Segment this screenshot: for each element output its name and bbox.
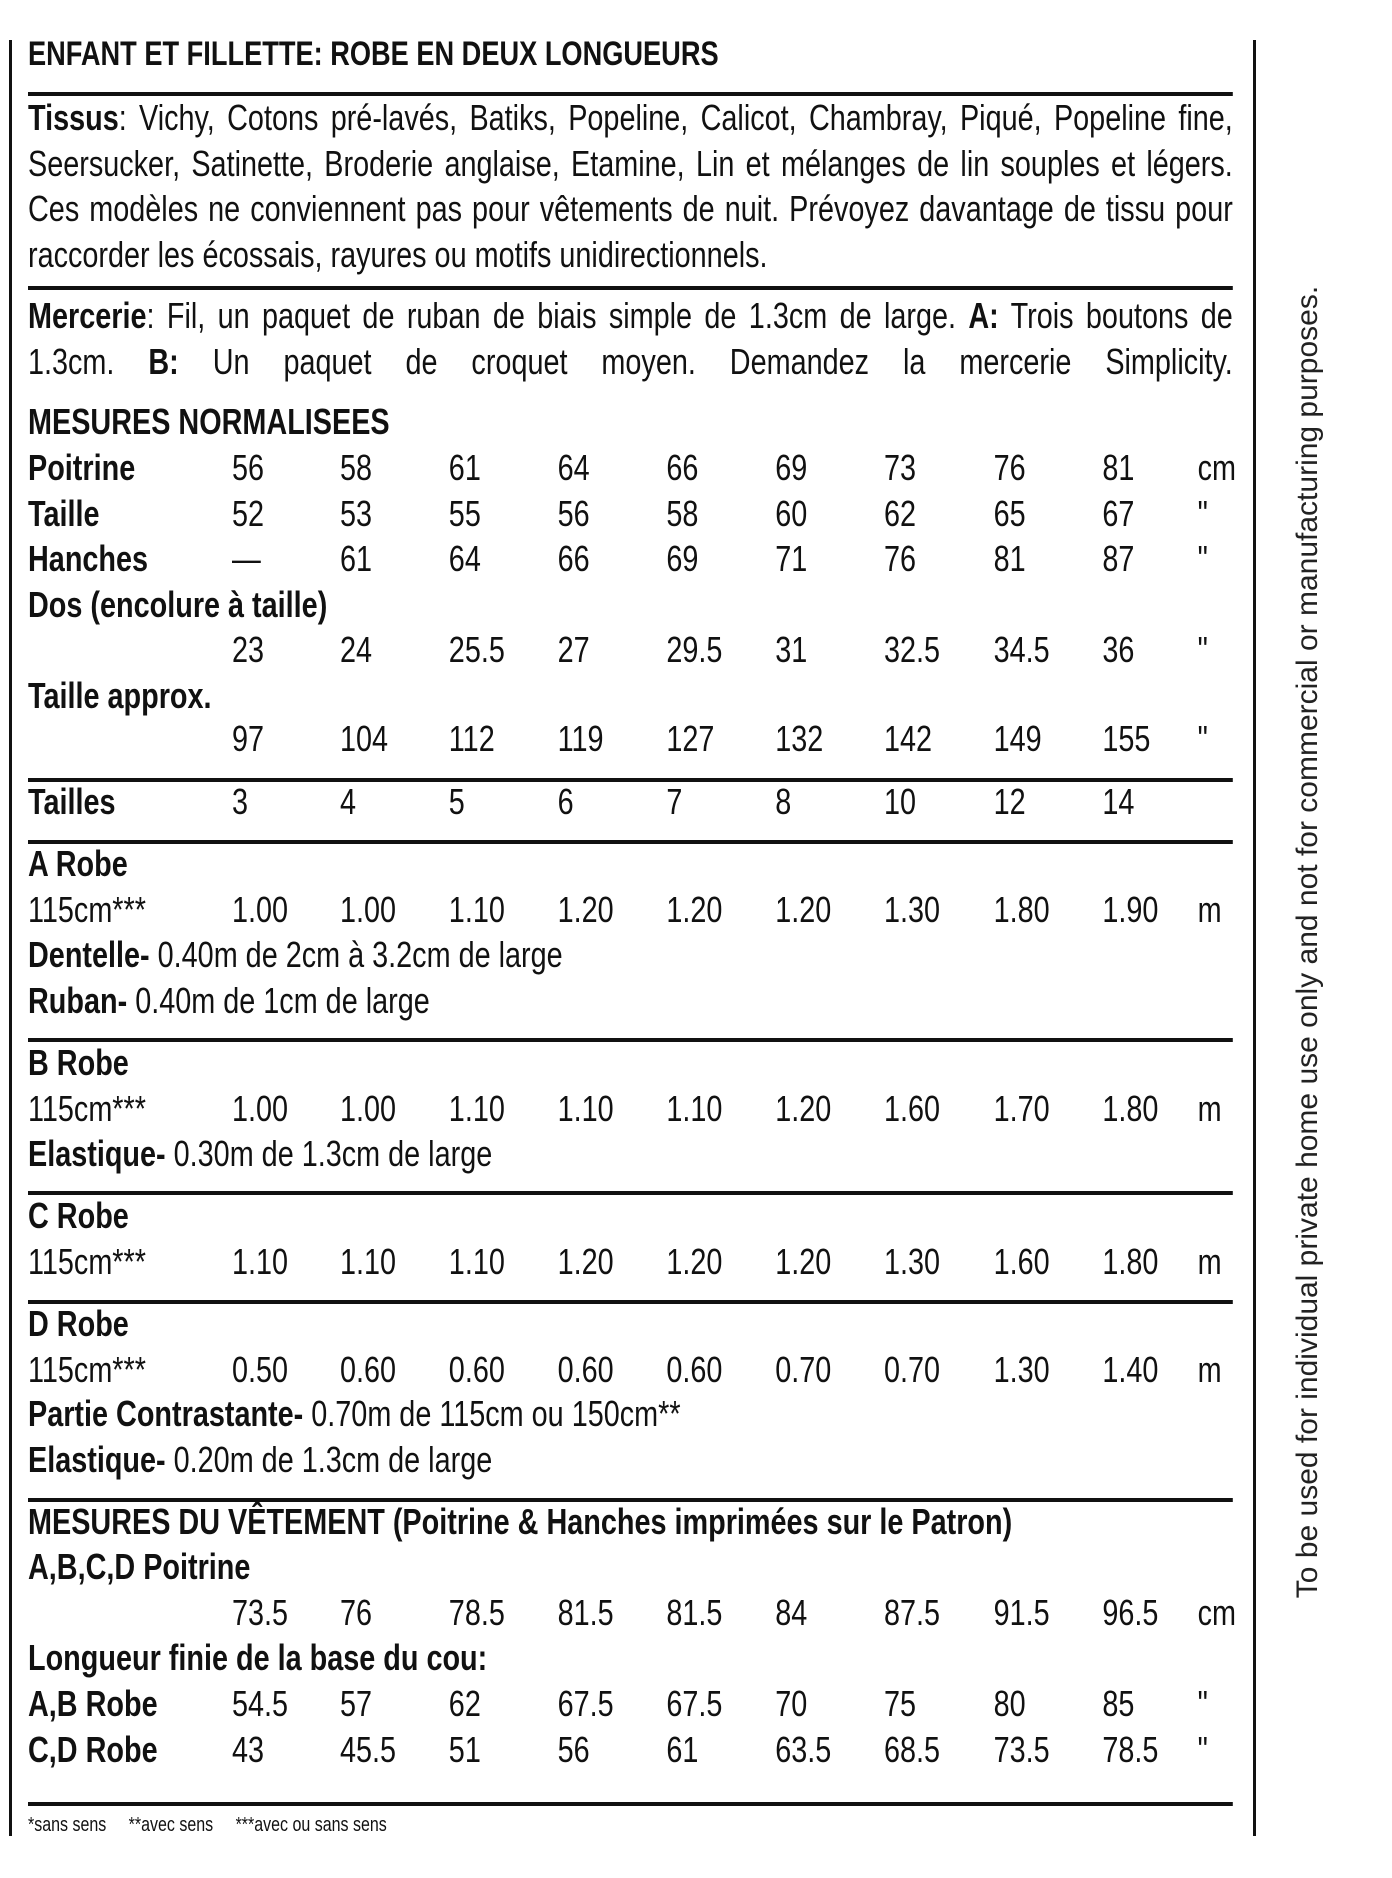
value-cell: 1.20 [557,1241,614,1282]
value-cell: 1.40 [1102,1349,1159,1390]
value-cell: 55 [448,493,481,534]
value-cell: 1.00 [340,889,397,930]
value-cell: 112 [448,718,495,759]
value-cell: 1.30 [884,1241,941,1282]
unit: cm [1197,1592,1236,1633]
value-cell: 91.5 [993,1592,1050,1633]
value-cell: 1.10 [448,1241,505,1282]
value-cell: 68.5 [884,1729,941,1770]
value-cell: 119 [557,718,604,759]
value-cell: 1.20 [666,889,723,930]
row-label: A,B,C,D Poitrine [28,1546,251,1587]
notion-text: 0.40m de 2cm à 3.2cm de large [149,934,563,975]
value-cell: 63.5 [775,1729,832,1770]
value-cell: 45.5 [340,1729,397,1770]
notion-label: Dentelle- [28,934,150,975]
unit: m [1197,889,1222,930]
value-cell: 76 [884,538,917,579]
value-cell: 96.5 [1102,1592,1159,1633]
value-cell: 0.60 [557,1349,614,1390]
value-cell: 81 [993,538,1026,579]
pattern-envelope-back [28,0,1236,1878]
value-cell: 1.10 [448,1088,505,1129]
yardage-row [28,1347,1233,1393]
view-title: C Robe [28,1195,129,1236]
value-cell: 81.5 [557,1592,614,1633]
value-cell: 1.00 [340,1088,397,1129]
notion-text: 0.30m de 1.3cm de large [165,1133,493,1174]
value-cell: 155 [1102,718,1151,759]
value-cell: — [232,538,261,579]
value-cell: 54.5 [232,1683,289,1724]
footnote: **avec sens [128,1814,214,1836]
notion-label: Partie Contrastante- [28,1393,304,1434]
notion-label: Ruban- [28,980,128,1021]
notion-line [28,978,1233,1024]
fabrics-label: Tissus [28,97,119,138]
section-heading: MESURES DU VÊTEMENT (Poitrine & Hanches imprimées sur le Patron) [28,1501,1013,1542]
value-cell: 51 [448,1729,481,1770]
view-a-label: A: [968,295,999,336]
unit: m [1197,1241,1222,1282]
row-label: Taille [28,493,100,534]
value-cell: 43 [232,1729,265,1770]
value-cell: 66 [666,447,699,488]
value-cell: 1.80 [993,889,1050,930]
value-cell: 66 [557,538,590,579]
value-cell: 73 [884,447,917,488]
value-cell: 76 [340,1592,373,1633]
value-cell: 3 [232,781,249,822]
value-cell: 62 [448,1683,481,1724]
value-cell: 1.90 [1102,889,1159,930]
value-cell: 69 [666,538,699,579]
view-title: A Robe [28,843,128,884]
notions-text: Trois boutons de 1.3cm. [28,295,1233,382]
row-label: Poitrine [28,447,136,488]
value-cell: 73.5 [232,1592,289,1633]
left-border [9,40,12,1836]
value-cell: 67.5 [666,1683,723,1724]
value-cell: 1.60 [884,1088,941,1129]
value-cell: 104 [340,718,389,759]
garment-row [28,1590,1236,1636]
value-cell: 0.70 [884,1349,941,1390]
value-cell: 1.60 [993,1241,1050,1282]
value-cell: 71 [775,538,808,579]
yardage-row [28,1239,1233,1285]
value-cell: 6 [557,781,574,822]
value-cell: 75 [884,1683,917,1724]
row-label: Hanches [28,538,149,579]
value-cell: 0.60 [448,1349,505,1390]
page-title: ENFANT ET FILLETTE: ROBE EN DEUX LONGUEURS [28,35,719,73]
row-label: Taille approx. [28,675,212,716]
value-cell: 27 [557,629,590,670]
divider [28,286,1233,290]
value-cell: 81.5 [666,1592,723,1633]
value-cell: 24 [340,629,373,670]
value-cell: 1.20 [775,1241,832,1282]
value-cell: 10 [884,781,917,822]
value-cell: 84 [775,1592,808,1633]
value-cell: 61 [666,1729,699,1770]
value-cell: 1.20 [666,1241,723,1282]
value-cell: 142 [884,718,933,759]
value-cell: 1.10 [666,1088,723,1129]
value-cell: 12 [993,781,1026,822]
value-cell: 31 [775,629,808,670]
row-label: 115cm*** [28,1241,146,1282]
measurement-row [28,445,1236,491]
value-cell: 1.20 [775,889,832,930]
row-label: 115cm*** [28,1349,146,1390]
right-border [1253,40,1256,1836]
unit: cm [1197,447,1236,488]
value-cell: 1.80 [1102,1241,1159,1282]
notions-text: : Fil, un paquet de ruban de biais simple de 1.3cm de large. [146,295,969,336]
value-cell: 29.5 [666,629,723,670]
value-cell: 73.5 [993,1729,1050,1770]
notion-label: Elastique- [28,1133,166,1174]
footnotes [28,1813,409,1837]
value-cell: 78.5 [1102,1729,1159,1770]
value-cell: 1.00 [232,889,289,930]
garment-row [28,1681,1233,1727]
row-label: Dos (encolure à taille) [28,584,328,625]
value-cell: 56 [232,447,265,488]
value-cell: 69 [775,447,808,488]
measurement-row [28,716,1233,762]
notion-line [28,1391,1233,1437]
value-cell: 62 [884,493,917,534]
row-label: Tailles [28,781,116,822]
notions-text: Un paquet de croquet moyen. Demandez la mercerie Simplicity. [178,340,1233,382]
value-cell: 56 [557,1729,590,1770]
unit: " [1197,1683,1208,1724]
row-label: C,D Robe [28,1729,158,1770]
value-cell: 14 [1102,781,1135,822]
value-cell: 0.70 [775,1349,832,1390]
unit: " [1197,493,1208,534]
value-cell: 65 [993,493,1026,534]
value-cell: 76 [993,447,1026,488]
row-label: Longueur finie de la base du cou: [28,1637,488,1678]
value-cell: 61 [340,538,373,579]
value-cell: 149 [993,718,1042,759]
value-cell: 127 [666,718,715,759]
value-cell: 67.5 [557,1683,614,1724]
notion-line [28,1131,1233,1177]
view-title: B Robe [28,1042,129,1083]
value-cell: 1.80 [1102,1088,1159,1129]
value-cell: 34.5 [993,629,1050,670]
value-cell: 52 [232,493,265,534]
measurement-row [28,491,1233,537]
value-cell: 4 [340,781,357,822]
notions-paragraph [28,293,1233,384]
value-cell: 1.30 [884,889,941,930]
value-cell: 0.60 [666,1349,723,1390]
value-cell: 80 [993,1683,1026,1724]
value-cell: 1.20 [557,889,614,930]
measurement-row [28,536,1233,582]
value-cell: 8 [775,781,792,822]
unit: " [1197,629,1208,670]
row-label: 115cm*** [28,1088,146,1129]
value-cell: 132 [775,718,824,759]
value-cell: 81 [1102,447,1135,488]
yardage-row [28,887,1233,933]
notion-text: 0.20m de 1.3cm de large [165,1439,493,1480]
notion-line [28,932,1233,978]
unit: " [1197,538,1208,579]
garment-row [28,1727,1233,1773]
fabrics-text: : Vichy, Cotons pré-lavés, Batiks, Popeline, Calicot, Chambray, Piqué, Popeline fine, Seersucker, Satinette, Broderie anglaise, Etamine, Lin et mélanges de lin souples et légers. Ces modèles ne conviennent pas pour vêtements de nuit. Prévoyez davantage de tissu pour raccorder les écossais, rayures ou motifs unidirectionnels. [28,97,1233,275]
sizes-row [28,779,1233,825]
value-cell: 57 [340,1683,373,1724]
value-cell: 7 [666,781,683,822]
value-cell: 36 [1102,629,1135,670]
notion-line [28,1437,1233,1483]
value-cell: 58 [666,493,699,534]
row-label: A,B Robe [28,1683,158,1724]
value-cell: 1.10 [557,1088,614,1129]
section-heading: MESURES NORMALISEES [28,401,390,442]
value-cell: 0.50 [232,1349,289,1390]
notion-text: 0.70m de 115cm ou 150cm** [303,1393,681,1434]
notions-label: Mercerie [28,295,147,336]
footnote: ***avec ou sans sens [235,1814,387,1836]
value-cell: 56 [557,493,590,534]
view-b-label: B: [148,340,179,382]
row-label: 115cm*** [28,889,146,930]
value-cell: 1.10 [340,1241,397,1282]
unit: " [1197,1729,1208,1770]
notion-text: 0.40m de 1cm de large [127,980,430,1021]
unit: m [1197,1088,1222,1129]
value-cell: 1.10 [448,889,505,930]
value-cell: 1.30 [993,1349,1050,1390]
notion-label: Elastique- [28,1439,166,1480]
value-cell: 58 [340,447,373,488]
value-cell: 87.5 [884,1592,941,1633]
divider [28,1802,1233,1806]
value-cell: 78.5 [448,1592,505,1633]
value-cell: 97 [232,718,265,759]
value-cell: 61 [448,447,481,488]
unit: " [1197,718,1208,759]
value-cell: 25.5 [448,629,505,670]
value-cell: 67 [1102,493,1135,534]
value-cell: 1.10 [232,1241,289,1282]
usage-notice: To be used for individual private home use only and not for commercial or manufacturing purposes. [1291,285,1324,1599]
fabrics-paragraph [28,95,1233,277]
unit: m [1197,1349,1222,1390]
yardage-row [28,1086,1233,1132]
value-cell: 32.5 [884,629,941,670]
value-cell: 87 [1102,538,1135,579]
value-cell: 70 [775,1683,808,1724]
value-cell: 1.70 [993,1088,1050,1129]
view-title: D Robe [28,1303,129,1344]
footnote: *sans sens [28,1814,107,1836]
measurement-row [28,627,1233,673]
value-cell: 1.20 [775,1088,832,1129]
value-cell: 64 [557,447,590,488]
value-cell: 60 [775,493,808,534]
value-cell: 85 [1102,1683,1135,1724]
value-cell: 5 [448,781,465,822]
value-cell: 53 [340,493,373,534]
value-cell: 64 [448,538,481,579]
value-cell: 1.00 [232,1088,289,1129]
value-cell: 0.60 [340,1349,397,1390]
value-cell: 23 [232,629,265,670]
